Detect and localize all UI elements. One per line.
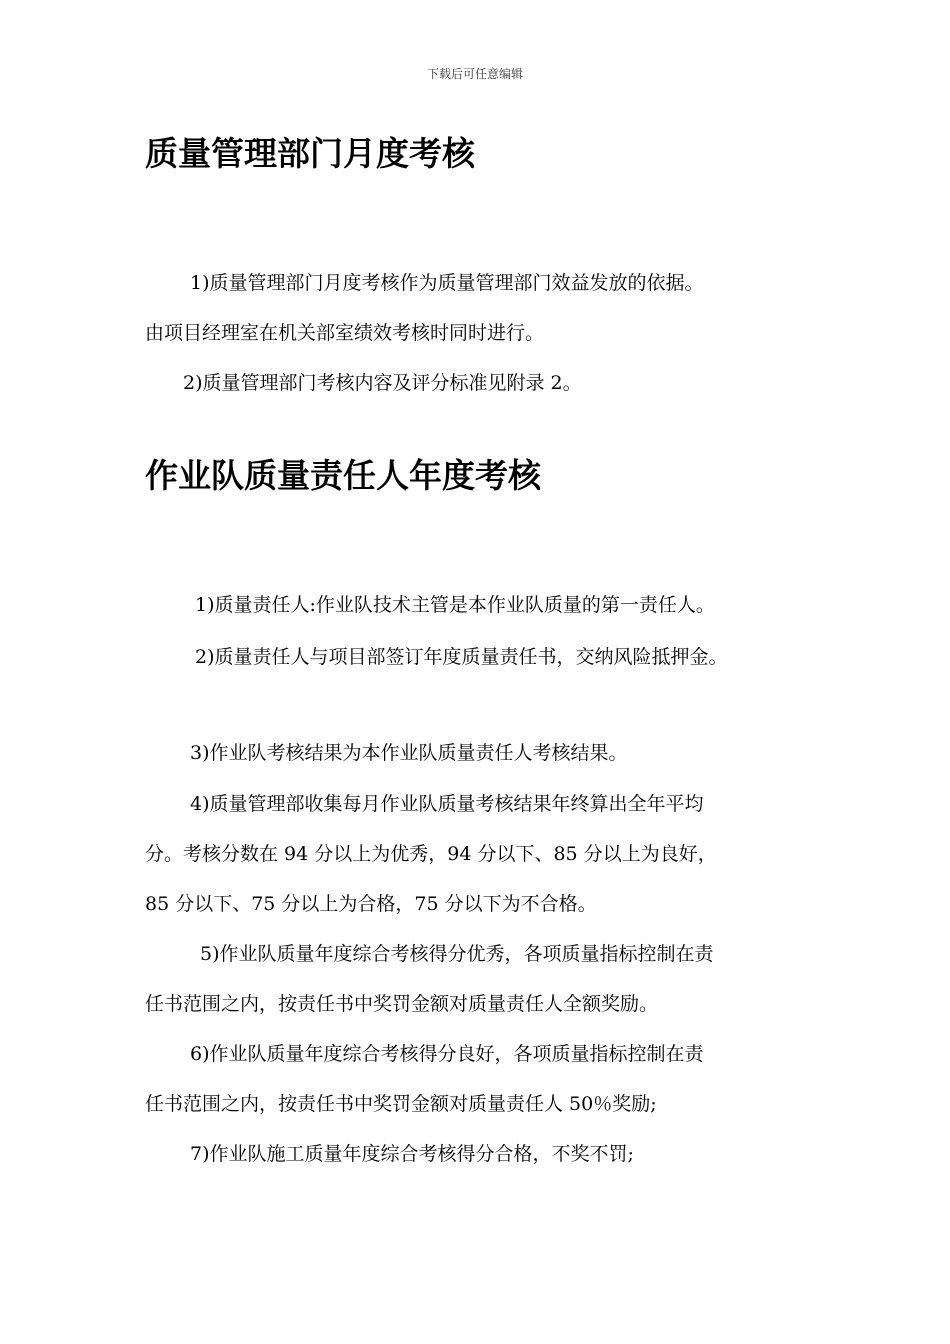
paragraph-line: 2)质量管理部门考核内容及评分标准见附录 2。 bbox=[183, 372, 582, 394]
paragraph-line: 2)质量责任人与项目部签订年度质量责任书，交纳风险抵押金。 bbox=[195, 646, 728, 668]
section-heading-quality-dept-monthly: 质量管理部门月度考核 bbox=[145, 134, 475, 173]
paragraph-line: 3)作业队考核结果为本作业队质量责任人考核结果。 bbox=[190, 742, 628, 764]
paragraph-line: 6)作业队质量年度综合考核得分良好，各项质量指标控制在责 bbox=[190, 1043, 704, 1065]
section-heading-team-annual: 作业队质量责任人年度考核 bbox=[145, 456, 541, 495]
paragraph-line: 任书范围之内，按责任书中奖罚金额对质量责任人全额奖励。 bbox=[145, 993, 659, 1015]
paragraph-line: 5)作业队质量年度综合考核得分优秀，各项质量指标控制在责 bbox=[200, 943, 714, 965]
paragraph-line: 由项目经理室在机关部室绩效考核时同时进行。 bbox=[145, 322, 545, 344]
paragraph-line: 分。考核分数在 94 分以上为优秀，94 分以下、85 分以上为良好， bbox=[145, 843, 717, 865]
paragraph-line: 85 分以下、75 分以上为合格，75 分以下为不合格。 bbox=[145, 893, 597, 915]
paragraph-line: 任书范围之内，按责任书中奖罚金额对质量责任人 50％奖励; bbox=[145, 1093, 657, 1115]
paragraph-line: 1)质量管理部门月度考核作为质量管理部门效益发放的依据。 bbox=[190, 272, 704, 294]
paragraph-line: 1)质量责任人:作业队技术主管是本作业队质量的第一责任人。 bbox=[195, 594, 715, 616]
paragraph-line: 4)质量管理部收集每月作业队质量考核结果年终算出全年平均 bbox=[190, 793, 704, 815]
paragraph-line: 7)作业队施工质量年度综合考核得分合格，不奖不罚; bbox=[190, 1143, 634, 1165]
page-header-note: 下载后可任意编辑 bbox=[426, 67, 523, 81]
